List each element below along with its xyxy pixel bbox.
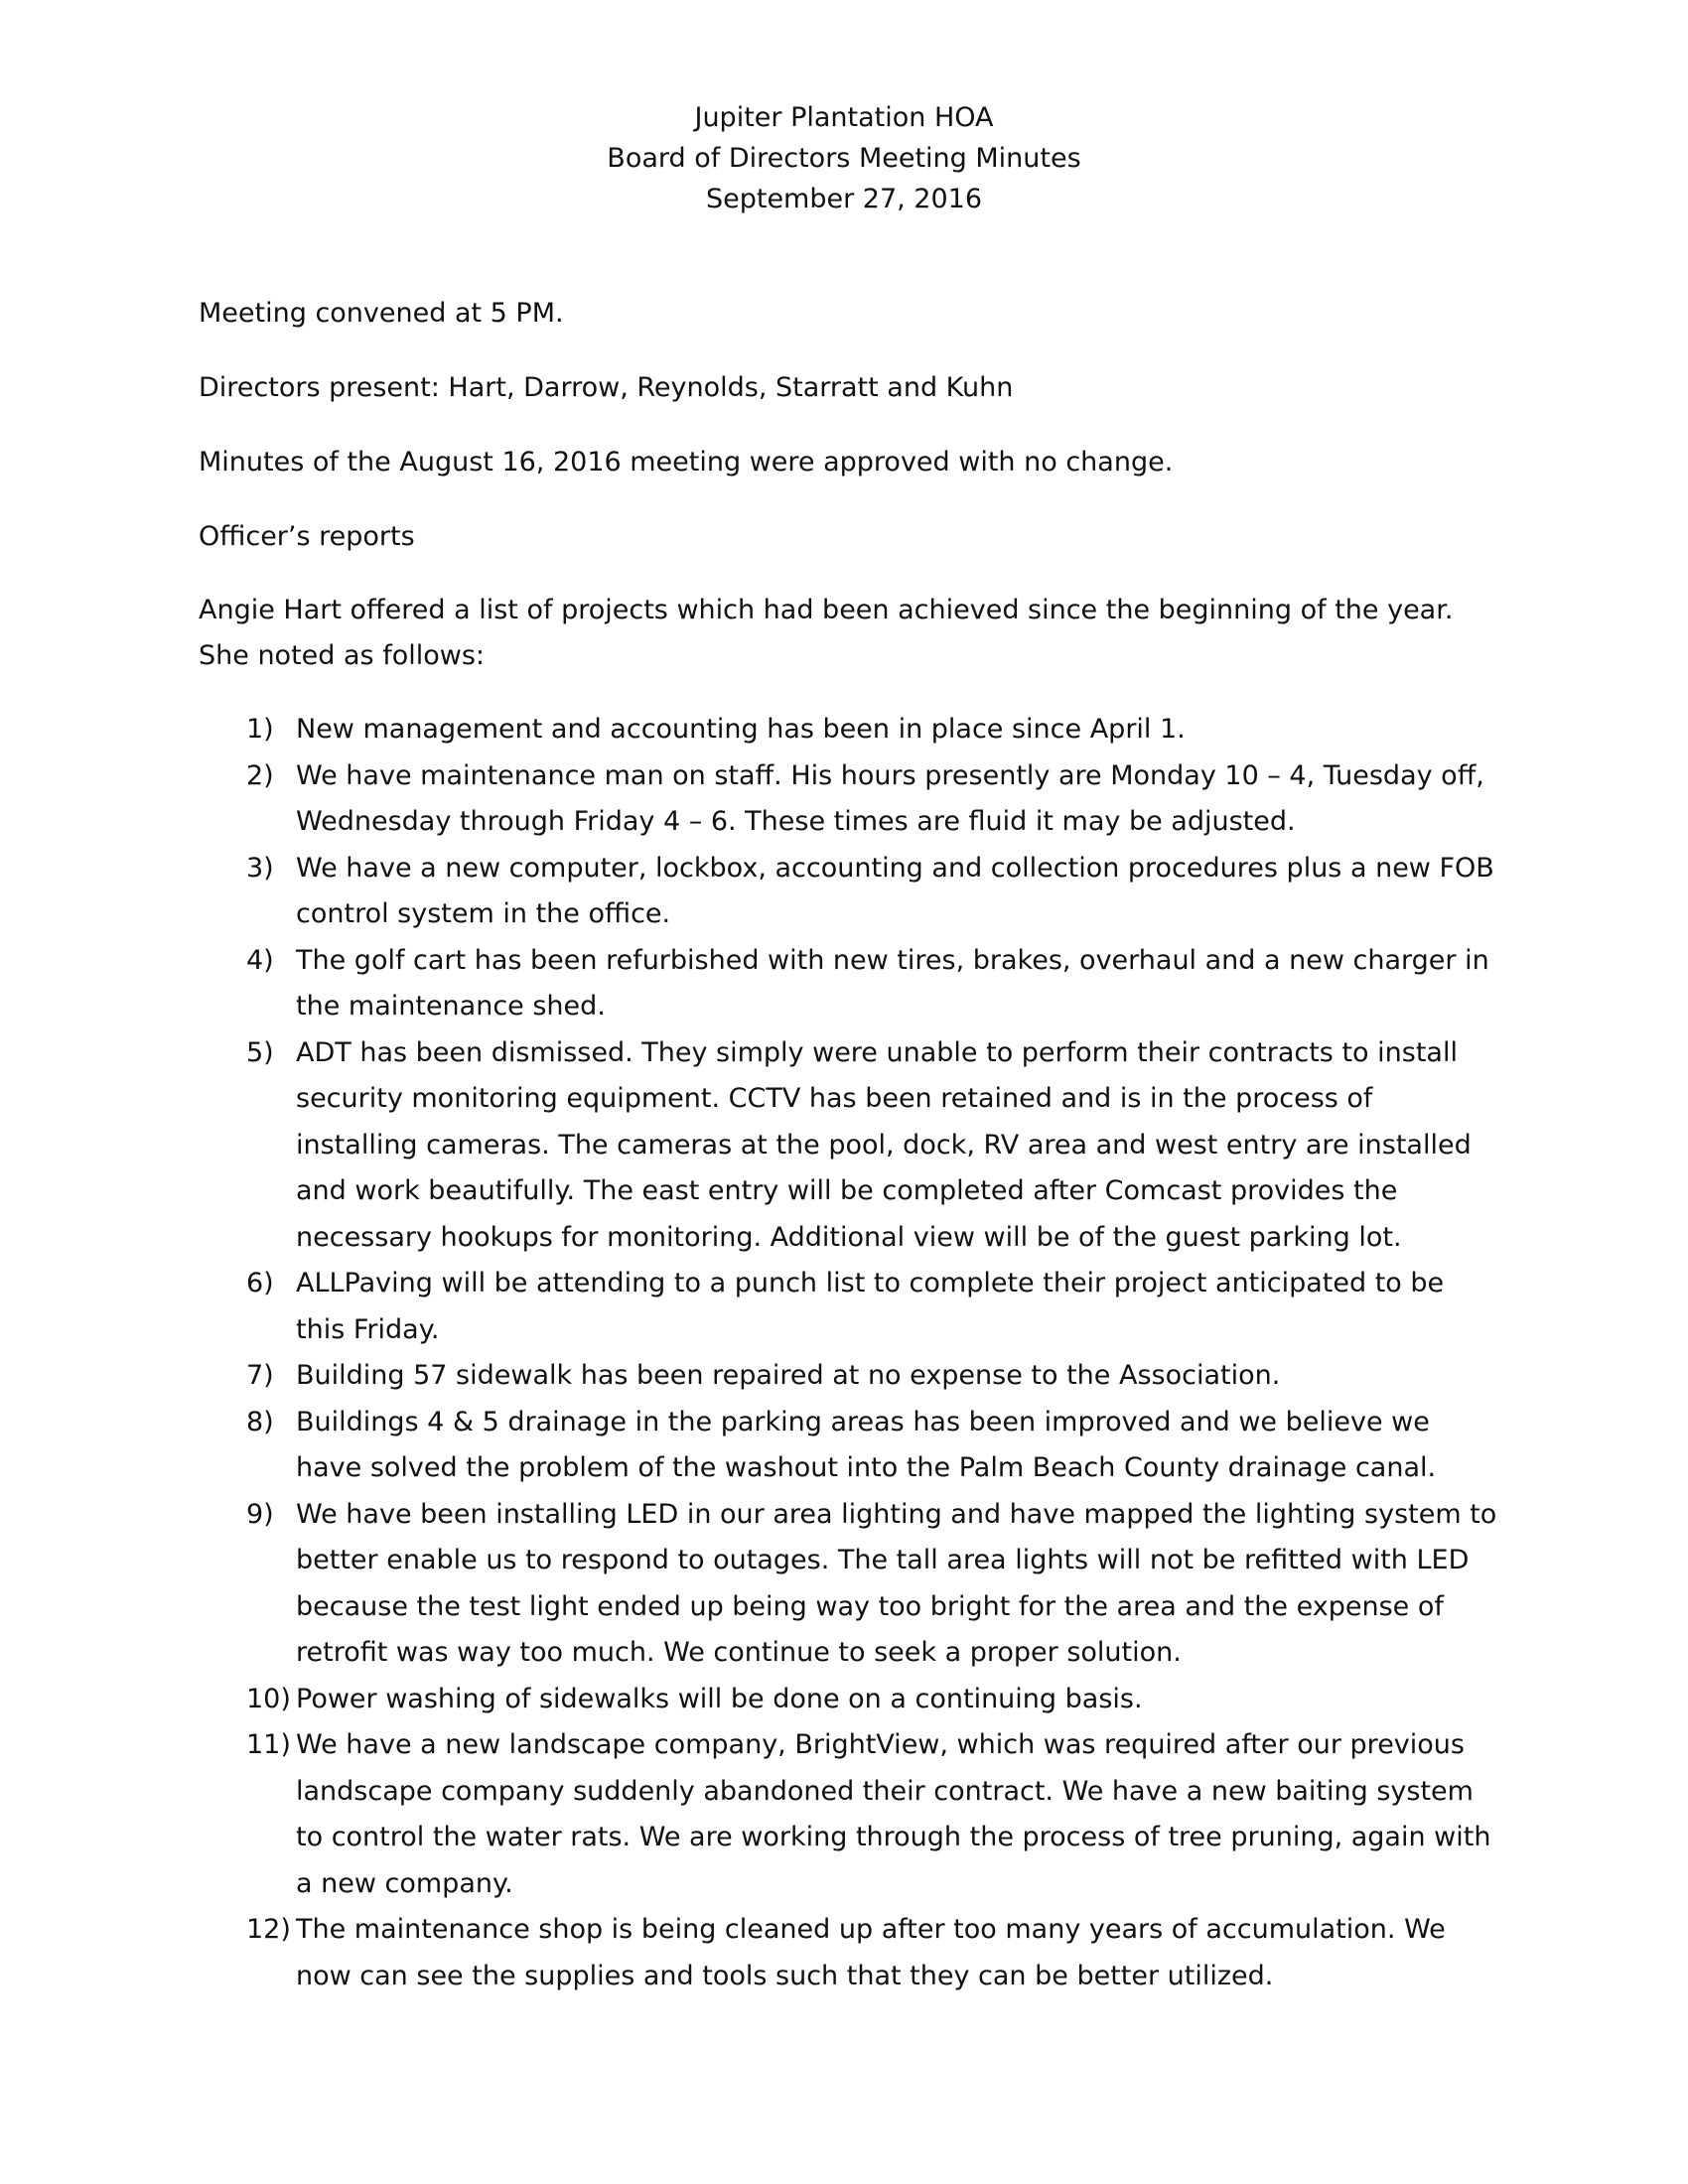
list-item-number: 9) xyxy=(246,1498,274,1530)
list-item-number: 5) xyxy=(246,1036,274,1068)
list-item-text: We have maintenance man on staff. His hours presently are Monday 10 – 4, Tuesday off, Wednesday through Friday 4 – 6. These times are fluid it may be adjusted. xyxy=(296,759,1484,837)
list-item-number: 10) xyxy=(246,1683,291,1714)
list-item-text: We have been installing LED in our area lighting and have mapped the lighting system to better enable us to respond to outages. The tall area lights will not be refitted with LED because the test light ended up being way too bright for the area and the expense of retrofit was way too much. We continue to seek a proper solution. xyxy=(296,1498,1497,1668)
list-item-number: 6) xyxy=(246,1268,274,1298)
organization-name: Jupiter Plantation HOA xyxy=(694,102,994,133)
meeting-date: September 27, 2016 xyxy=(705,184,983,214)
list-item-text: Buildings 4 & 5 drainage in the parking areas has been improved and we believe we have solved the problem of the washout into the Palm Beach County drainage canal. xyxy=(296,1406,1437,1483)
minutes-approval-text: Minutes of the August 16, 2016 meeting were approved with no change. xyxy=(199,447,1174,478)
list-item-text: Building 57 sidewalk has been repaired at no expense to the Association. xyxy=(296,1360,1281,1391)
list-item xyxy=(199,1030,1499,1262)
list-item-number: 4) xyxy=(246,944,274,976)
list-item xyxy=(199,1353,1499,1400)
list-item-number: 7) xyxy=(246,1360,274,1391)
list-item-text: The golf cart has been refurbished with new tires, brakes, overhaul and a new charger in the maintenance shed. xyxy=(296,944,1489,1022)
list-item xyxy=(199,846,1499,938)
list-item-number: 1) xyxy=(246,714,274,745)
list-item-text: The maintenance shop is being cleaned up after too many years of accumulation. We now can see the supplies and tools such that they can be better utilized. xyxy=(296,1914,1446,1991)
projects-list xyxy=(199,707,1499,1999)
projects-intro-text: Angie Hart offered a list of projects which had been achieved since the beginning of the year. She noted as follows: xyxy=(199,595,1454,671)
officers-reports-heading: Officer’s reports xyxy=(199,521,415,552)
document-header xyxy=(0,97,1688,219)
directors-present-text: Directors present: Hart, Darrow, Reynolds, Starratt and Kuhn xyxy=(199,372,1014,403)
list-item xyxy=(199,1677,1499,1723)
list-item-number: 8) xyxy=(246,1406,274,1437)
list-item-number: 2) xyxy=(246,759,274,791)
list-item-number: 11) xyxy=(246,1729,291,1760)
list-item-text: We have a new landscape company, BrightView, which was required after our previous landscape company suddenly abandoned their contract. We have a new baiting system to control the water rats. We are working through the process of tree pruning, again with a new company. xyxy=(296,1729,1491,1899)
list-item xyxy=(199,1492,1499,1677)
list-item-text: New management and accounting has been in place since April 1. xyxy=(296,714,1186,745)
list-item xyxy=(199,1400,1499,1492)
list-item-text: Power washing of sidewalks will be done on a continuing basis. xyxy=(296,1683,1143,1714)
list-item-number: 3) xyxy=(246,852,274,884)
meeting-convened-text: Meeting convened at 5 PM. xyxy=(199,298,564,329)
list-item xyxy=(199,938,1499,1030)
list-item-text: ADT has been dismissed. They simply were unable to perform their contracts to install security monitoring equipment. CCTV has been retained and is in the process of installing cameras. The cameras at the pool, dock, RV area and west entry are installed and work beautifully. The east entry will be completed after Comcast provides the necessary hookups for monitoring. Additional view will be of the guest parking lot. xyxy=(296,1036,1472,1253)
list-item xyxy=(199,707,1499,753)
list-item xyxy=(199,753,1499,846)
list-item xyxy=(199,1722,1499,1907)
list-item-text: We have a new computer, lockbox, accounting and collection procedures plus a new FOB control system in the office. xyxy=(296,852,1494,929)
list-item xyxy=(199,1261,1499,1353)
list-item-number: 12) xyxy=(246,1914,291,1945)
list-item-text: ALLPaving will be attending to a punch list to complete their project anticipated to be this Friday. xyxy=(296,1268,1445,1345)
list-item xyxy=(199,1907,1499,1999)
document-title: Board of Directors Meeting Minutes xyxy=(607,143,1081,174)
